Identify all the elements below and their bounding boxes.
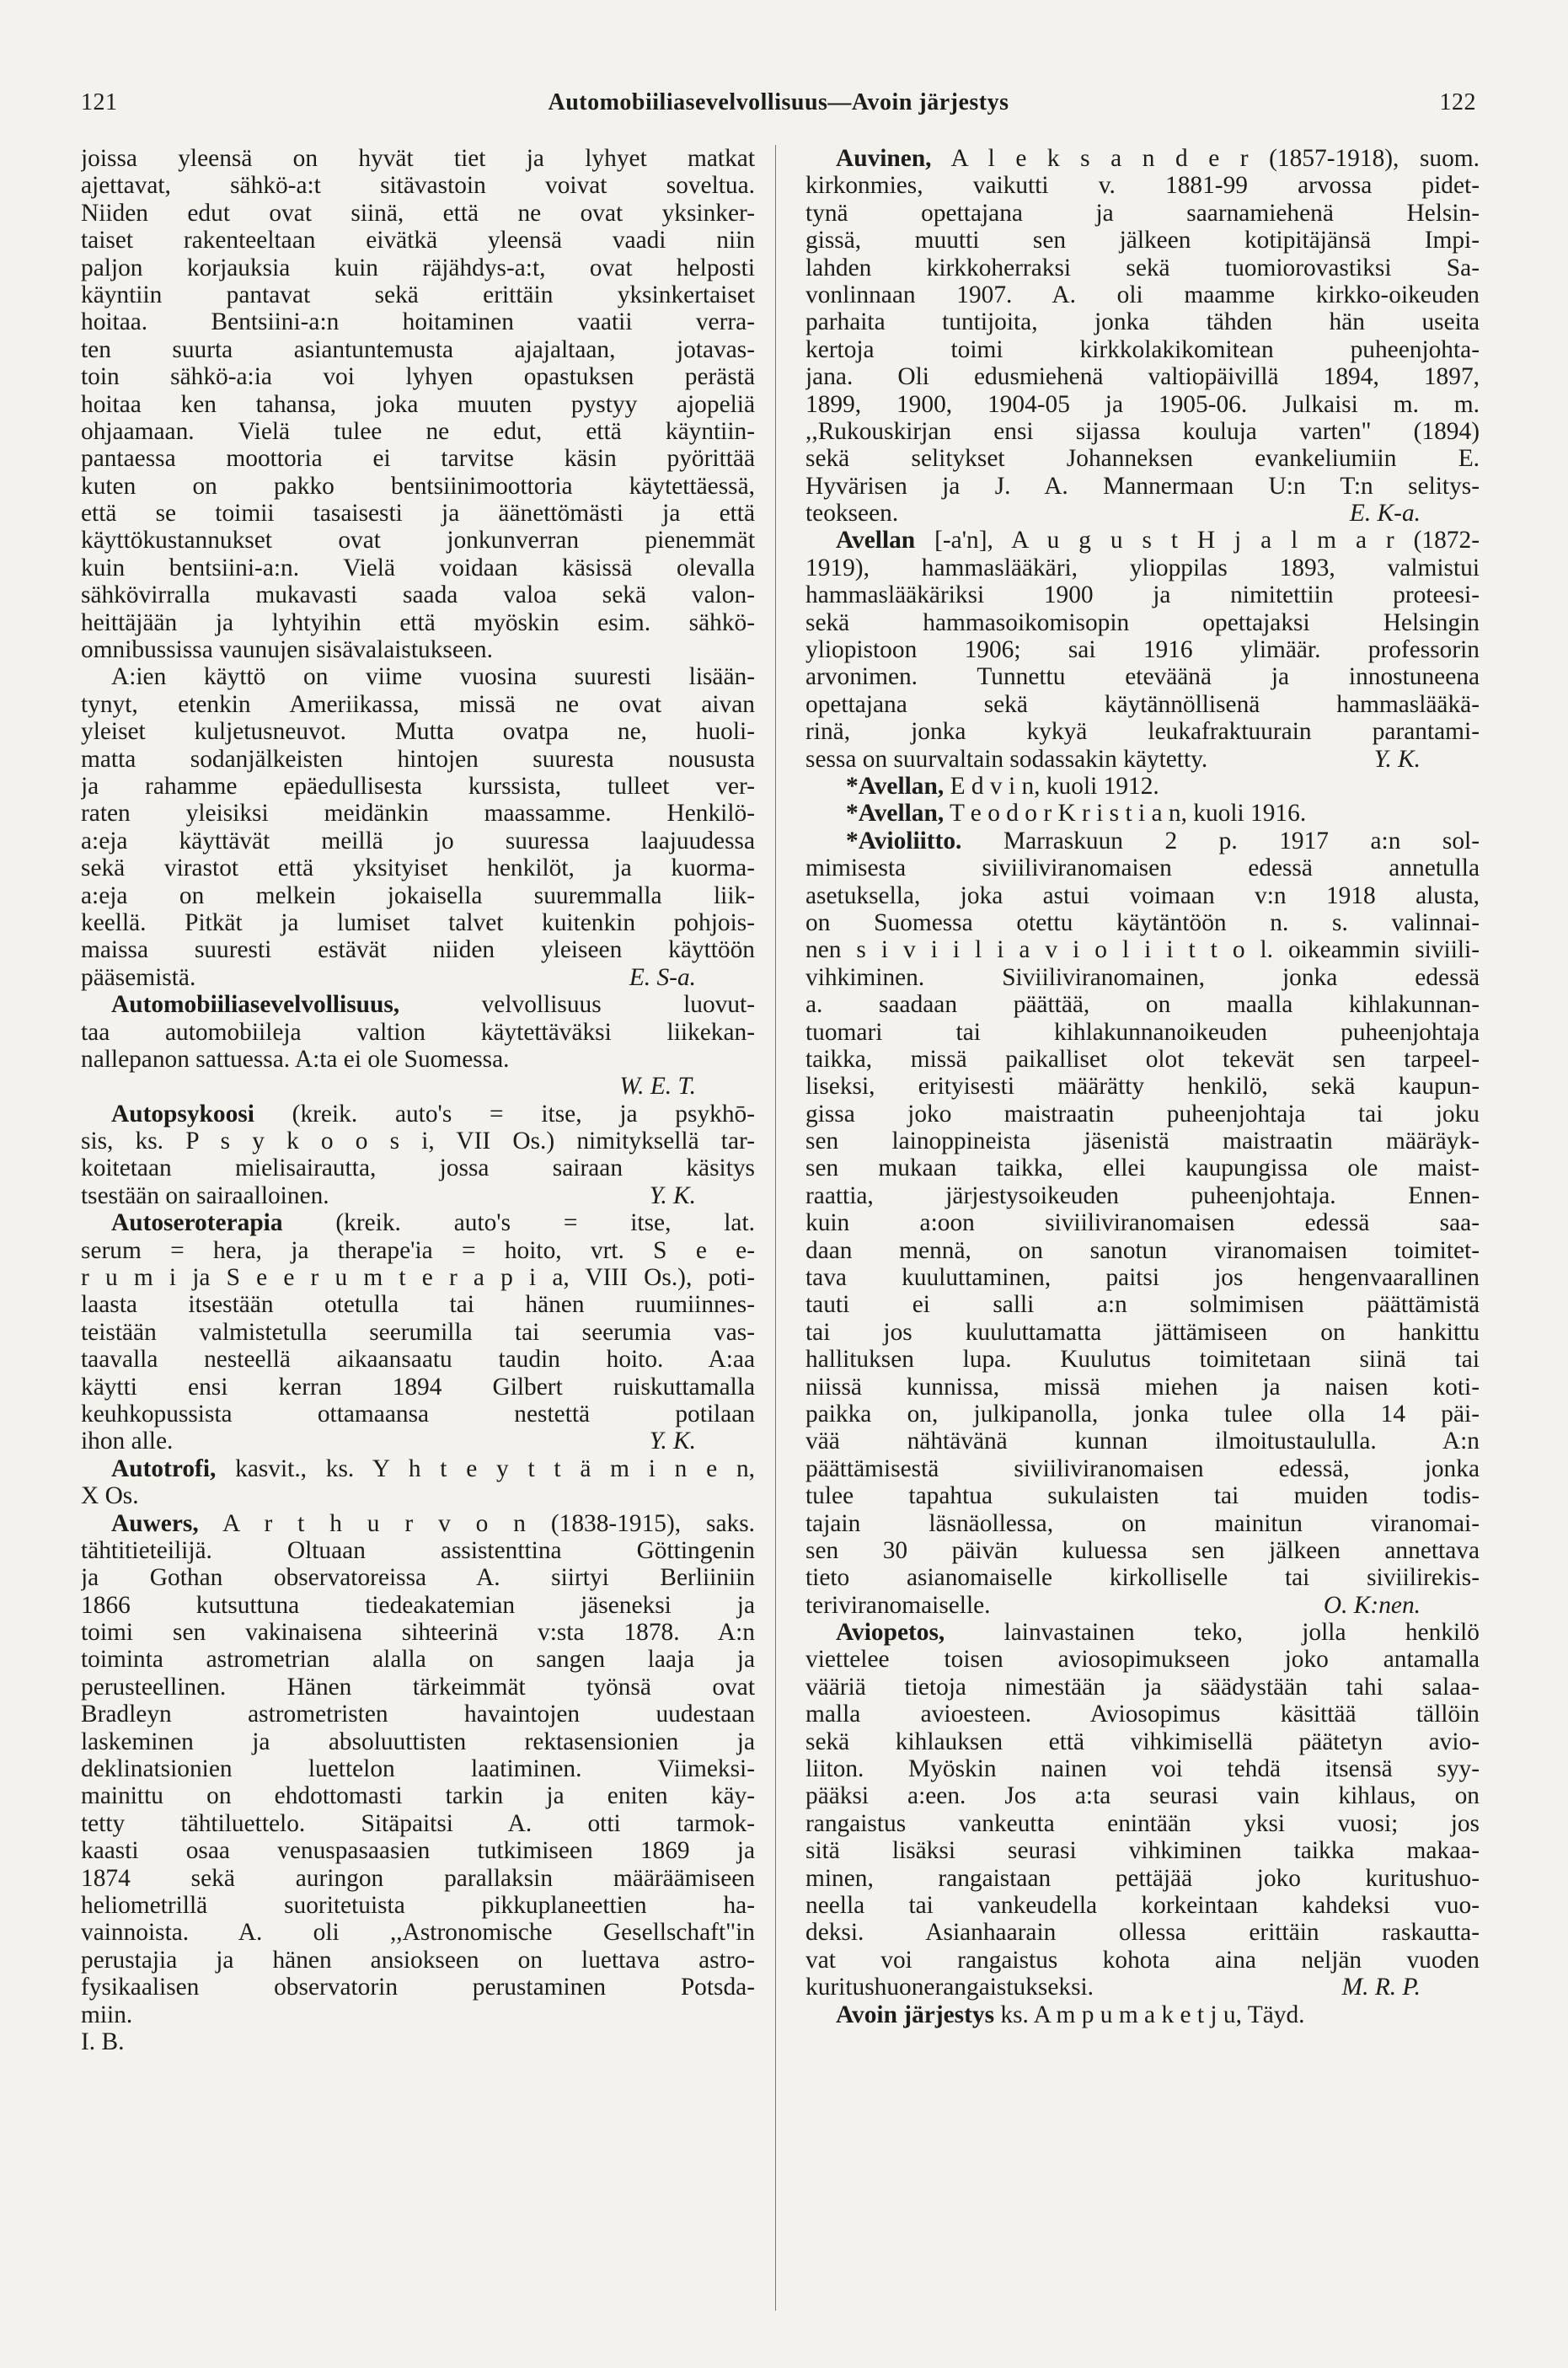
entry-headword: Autopsykoosi [111, 1100, 254, 1128]
text-line: asetuksella, joka astui voimaan v:n 1918 alusta, [805, 881, 1480, 909]
text-line: käytti ensi kerran 1894 Gilbert ruiskuttamalla [81, 1373, 755, 1401]
text-line: hammaslääkäriksi 1900 ja nimitettiin proteesi- [805, 581, 1480, 609]
text-fragment: teokseen. [805, 500, 899, 528]
text-line: ,,Rukouskirjan ensi sijassa kouluja varten" (1894) [805, 417, 1480, 445]
entry-headword: Avoin järjestys [836, 2001, 995, 2028]
text-line: taikka, missä paikalliset olot tekevät sen tarpeel- [805, 1045, 1480, 1073]
author-signature: E. K-a. [1349, 500, 1421, 528]
entry-headword: Autotrofi, [111, 1455, 217, 1482]
text-line: gissä, muutti sen jälkeen kotipitäjänsä Impi- [805, 227, 1480, 254]
entry-headword: Auvinen, [836, 145, 932, 172]
entry-headword: Automobiiliasevelvollisuus, [111, 991, 400, 1019]
text-line: taiset rakenteeltaan eivätkä yleensä vaadi niin [81, 227, 755, 254]
text-line: sen 30 päivän kuluessa sen jälkeen annettava [805, 1536, 1480, 1564]
text-line: kuin a:oon siviiliviranomaisen edessä saa- [805, 1209, 1480, 1237]
author-signature: E. S-a. [629, 963, 696, 991]
author-signature: M. R. P. [1341, 1974, 1421, 2001]
text-line: tieto asianomaiselle kirkolliselle tai siviilirekis- [805, 1564, 1480, 1592]
text-fragment: teriviranomaiselle. [805, 1591, 991, 1619]
author-signature: Y. K. [649, 1181, 696, 1209]
text-line: liiton. Myöskin nainen voi tehdä itsensä syy- [805, 1755, 1480, 1783]
entry-headword: Avellan [836, 527, 916, 554]
text-line: nen s i v i i l i a v i o l i i t t o l. oikeammin siviili- [805, 936, 1480, 964]
text-line: mainittu on ehdottomasti tarkin ja eniten käy- [81, 1782, 755, 1810]
text-line: yliopistoon 1906; sai 1916 ylimäär. professorin [805, 636, 1480, 664]
text-line: hoitaa ken tahansa, joka muuten pystyy ajopeliä [81, 390, 755, 418]
entry-first-line [81, 1209, 755, 1236]
text-line: sähkövirralla mukavasti saada valoa sekä valon- [81, 581, 755, 609]
text-line: a:eja on melkein jokaisella suuremmalla liik- [81, 881, 755, 909]
text-line: deksi. Asianhaarain ollessa erittäin raskautta- [805, 1919, 1480, 1947]
text-line: joissa yleensä on hyvät tiet ja lyhyet matkat [81, 145, 755, 172]
text-line: Bradleyn astrometristen havaintojen uudestaan [81, 1701, 755, 1728]
text-line: sekä hammasoikomisopin opettajaksi Helsingin [805, 608, 1480, 636]
text-line: sen mukaan taikka, ellei kaupungissa ole maist- [805, 1155, 1480, 1182]
text-line-signed [805, 500, 1480, 527]
text-line: miin. [81, 2001, 133, 2028]
text-line: taa automobiileja valtion käytettäväksi liikekan- [81, 1018, 755, 1046]
left-column [81, 145, 755, 2055]
text-line: ja Gothan observatoreissa A. siirtyi Berliiniin [81, 1564, 755, 1592]
text-line: liseksi, erityisesti määrätty henkilö, sekä kaupun- [805, 1073, 1480, 1101]
text-line: minen, rangaistaan pettäjää joko kuritushuo- [805, 1864, 1480, 1892]
text-line: koitetaan mielisairautta, jossa sairaan käsitys [81, 1155, 755, 1182]
text-line: kertoja toimi kirkkolakikomitean puheenjohta- [805, 335, 1480, 363]
text-fragment: E d v i n, kuoli 1912. [950, 772, 1159, 800]
text-line: maissa suuresti estävät niiden yleiseen käyttöön [81, 936, 755, 964]
text-line: toimi sen vakinaisena sihteerinä v:sta 1878. A:n [81, 1619, 755, 1647]
text-line: teistään valmistetulla seerumilla tai seerumia vas- [81, 1318, 755, 1346]
text-line: tava kuuluttaminen, paitsi jos hengenvaarallinen [805, 1264, 1480, 1292]
text-fragment: (kreik. auto's = itse, ja psykhō- [292, 1100, 755, 1128]
author-signature: Y. K. [649, 1428, 696, 1455]
entry-first-line [81, 1510, 755, 1537]
text-line-signed [805, 746, 1480, 773]
text-line: sitä lisäksi seurasi vihkiminen taikka makaa- [805, 1837, 1480, 1865]
text-fragment: sessa on suurvaltain sodassakin käytetty. [805, 745, 1208, 773]
text-line: heliometrillä suoritetuista pikkuplaneettien ha- [81, 1892, 755, 1919]
text-line: paljon korjauksia kuin räjähdys-a:t, ovat helposti [81, 254, 755, 281]
text-line: tajain läsnäollessa, on mainitun viranomai- [805, 1509, 1480, 1537]
entry-headword: Aviopetos, [836, 1619, 945, 1647]
text-line: niissä kunnissa, missä miehen ja naisen koti- [805, 1373, 1480, 1401]
text-line: sekä selitykset Johanneksen evankeliumiin E. [805, 445, 1480, 473]
page-number-right: 122 [1439, 89, 1476, 115]
text-line-signed [805, 1592, 1480, 1619]
text-line: perusteellinen. Hänen tärkeimmät työnsä ovat [81, 1673, 755, 1701]
text-line: mimisesta siviiliviranomaisen edessä annetulla [805, 855, 1480, 882]
text-line-signed [805, 1974, 1480, 2001]
text-line: arvonimen. Tunnettu eteväänä ja innostuneena [805, 663, 1480, 691]
text-line: vonlinnaan 1907. A. oli maamme kirkko-oikeuden [805, 281, 1480, 308]
text-line: neella tai vankeudella korkeintaan kahdeksi vuo- [805, 1892, 1480, 1919]
text-line: hallituksen lupa. Kuulutus toimitetaan siinä tai [805, 1346, 1480, 1374]
text-line: 1866 kutsuttuna tiedeakatemian jäseneksi ja [81, 1591, 755, 1619]
text-line: keellä. Pitkät ja lumiset talvet kuitenkin pohjois- [81, 908, 755, 936]
text-line: 1919), hammaslääkäri, ylioppilas 1893, valmistui [805, 554, 1480, 581]
text-line: keuhkopussista ottamaansa nestettä potilaan [81, 1400, 755, 1428]
text-line: tähtitieteilijä. Oltuaan assistenttina Göttingenin [81, 1536, 755, 1564]
text-line: deklinatsionien luettelon laatiminen. Viimeksi- [81, 1755, 755, 1783]
text-line: raten yleisiksi meidänkin maassamme. Henkilö- [81, 800, 755, 828]
text-line: hoitaa. Bentsiini-a:n hoitaminen vaatii verra- [81, 308, 755, 336]
text-fragment: (kreik. auto's = itse, lat. [335, 1209, 755, 1237]
text-line: gissa joko maistraatin puheenjohtaja tai joku [805, 1100, 1480, 1128]
text-line: pantaessa moottoria ei tarvitse käsin pyörittää [81, 445, 755, 473]
text-fragment: pääsemistä. [81, 963, 196, 991]
text-line: pääksi a:een. Jos a:ta seurasi vain kihlaus, on [805, 1782, 1480, 1810]
entry-headword: *Avioliitto. [846, 827, 962, 855]
text-fragment: lainvastainen teko, jolla henkilö [1003, 1619, 1480, 1647]
column-divider [775, 145, 776, 2311]
text-fragment: A r t h u r v o n (1838-1915), saks. [222, 1509, 755, 1537]
text-line: raattia, järjestysoikeuden puheenjohtaja. Ennen- [805, 1181, 1480, 1209]
right-column [805, 145, 1480, 2028]
text-line: vainnoista. A. oli ,,Astronomische Gesellschaft"in [81, 1919, 755, 1947]
text-line: vat voi rangaistus kohota aina neljän vuoden [805, 1946, 1480, 1974]
text-fragment: ihon alle. [81, 1428, 174, 1455]
text-fragment: ks. A m p u m a k e t j u, Täyd. [1000, 2001, 1305, 2028]
text-line: vääriä tietoja nimestään ja säädystään tahi salaa- [805, 1673, 1480, 1701]
text-fragment: tsestään on sairaalloinen. [81, 1181, 329, 1209]
text-line: yleiset kuljetusneuvot. Mutta ovatpa ne, huoli- [81, 718, 755, 746]
text-line: ohjaamaan. Vielä tulee ne edut, että käyntiin- [81, 417, 755, 445]
text-line: rangaistus vankeutta enintään yksi vuosi; jos [805, 1809, 1480, 1837]
text-line: laasta itsestään otetulla tai hänen ruumiinnes- [81, 1291, 755, 1319]
text-line: paikka on, julkipanolla, jonka tulee olla 14 päi- [805, 1400, 1480, 1428]
author-signature: W. E. T. [619, 1073, 696, 1101]
text-line: kirkonmies, vaikutti v. 1881-99 arvossa pidet- [805, 172, 1480, 200]
text-line: tetty tähtiluettelo. Sitäpaitsi A. otti tarmok- [81, 1809, 755, 1837]
text-line-signed [81, 1182, 755, 1209]
text-fragment: I. B. [81, 2028, 125, 2055]
entry-first-line [81, 1101, 755, 1128]
text-line: tulee tapahtua sukulaisten tai muiden todis- [805, 1482, 1480, 1510]
text-line: vää nähtävänä kunnan ilmoitustaululla. A:n [805, 1428, 1480, 1455]
text-line: Niiden edut ovat siinä, että ne ovat yksinker- [81, 199, 755, 227]
author-signature: O. K:nen. [1323, 1591, 1421, 1619]
entry-first-line [805, 828, 1480, 855]
text-line: sekä kihlauksen että vihkimisellä päätetyn avio- [805, 1728, 1480, 1755]
running-title: Automobiiliasevelvollisuus—Avoin järjestys [548, 89, 1009, 115]
text-line: rinä, jonka kykyä leukafraktuurain parantami- [805, 718, 1480, 746]
text-line: tynä opettajana ja saarnamiehenä Helsin- [805, 199, 1480, 227]
text-line: tuomari tai kihlakunnanoikeuden puheenjohtaja [805, 1018, 1480, 1046]
entry-first-line [805, 145, 1480, 172]
text-line: laskeminen ja absoluuttisten rektasensionien ja [81, 1728, 755, 1755]
text-line: sis, ks. P s y k o o s i, VII Os.) nimityksellä tar- [81, 1128, 755, 1155]
text-line: käyttökustannukset ovat jonkunverran pienemmät [81, 527, 755, 554]
entry-headword: Auwers, [111, 1509, 199, 1537]
text-fragment: velvollisuus luovut- [481, 991, 755, 1019]
text-line: että se toimii tasaisesti ja äänettömästi ja että [81, 500, 755, 528]
text-line: parhaita tuntijoita, jonka tähden hän useita [805, 308, 1480, 336]
text-line: kuin bentsiini-a:n. Vielä voidaan käsissä olevalla [81, 554, 755, 581]
text-line: ja rahamme epäedullisesta kurssista, tulleet ver- [81, 772, 755, 800]
text-line-signed [81, 964, 755, 991]
entry-first-line [805, 1619, 1480, 1646]
text-fragment: [-a'n], A u g u s t H j a l m a r (1872- [934, 527, 1480, 554]
text-line: taavalla nesteellä aikaansaatu taudin hoito. A:aa [81, 1346, 755, 1374]
text-line: opettajana sekä käytännöllisenä hammaslääkä- [805, 690, 1480, 718]
entry-first-line [805, 2001, 1480, 2028]
text-line: kaasti osaa venuspasaasien tutkimiseen 1869 ja [81, 1837, 755, 1865]
entry-first-line [81, 991, 755, 1018]
entry-first-line [805, 800, 1480, 827]
text-line: tai jos kuuluttamatta jättämiseen on hankittu [805, 1318, 1480, 1346]
text-line: toin sähkö-a:ia voi lyhyen opastuksen perästä [81, 363, 755, 391]
text-line: sen lainoppineista jäsenistä maistraatin määräyk- [805, 1128, 1480, 1155]
author-signature [696, 2028, 755, 2055]
text-line: A:ien käyttö on viime vuosina suuresti lisään- [111, 663, 755, 691]
text-line: perustajia ja hänen ansiokseen on luettava astro- [81, 1946, 755, 1974]
text-line: sekä virastot että yksityiset henkilöt, ja kuorma- [81, 855, 755, 882]
text-line: päättämisestä siviiliviranomaisen edessä, jonka [805, 1455, 1480, 1482]
text-line: r u m i ja S e e r u m t e r a p i a, VIII Os.), poti- [81, 1264, 755, 1292]
text-line: viettelee toisen aviosopimukseen joko antamalla [805, 1646, 1480, 1674]
text-line: a:eja käyttävät meillä jo suuressa laajuudessa [81, 827, 755, 855]
text-line: tynyt, etenkin Ameriikassa, missä ne ovat aivan [81, 690, 755, 718]
text-line: malla avioesteen. Aviosopimus käsittää tällöin [805, 1701, 1480, 1728]
text-line: tauti ei salli a:n solmimisen päättämistä [805, 1291, 1480, 1319]
text-line: käyntiin pantavat sekä erittäin yksinkertaiset [81, 281, 755, 308]
text-line: omnibussissa vaunujen sisävalaistukseen. [81, 636, 493, 664]
text-line: a. saadaan päättää, on maalla kihlakunnan- [805, 991, 1480, 1019]
text-line: heittäjään ja lyhtyihin että myöskin esim. sähkö- [81, 608, 755, 636]
page-number-left: 121 [81, 89, 118, 115]
entry-headword: *Avellan, [846, 800, 945, 828]
author-signature: Y. K. [1373, 745, 1421, 773]
text-line: lahden kirkkoherraksi sekä tuomiorovastiksi Sa- [805, 254, 1480, 281]
text-line: daan mennä, on sanotun viranomaisen toimitet- [805, 1236, 1480, 1264]
text-line: matta sodanjälkeisten hintojen suuresta noususta [81, 745, 755, 773]
text-line: Hyvärisen ja J. A. Mannermaan U:n T:n selitys- [805, 472, 1480, 500]
page-header [81, 89, 1476, 123]
text-line: 1874 sekä auringon parallaksin määräämiseen [81, 1864, 755, 1892]
text-fragment: kasvit., ks. Y h t e y t t ä m i n e n, [235, 1455, 755, 1482]
text-fragment: A l e k s a n d e r (1857-1918), suom. [950, 145, 1480, 172]
text-line: kuten on pakko bentsiinimoottoria käytettäessä, [81, 472, 755, 500]
text-line: X Os. [81, 1482, 139, 1510]
text-line: ajettavat, sähkö-a:t sitävastoin voivat soveltua. [81, 172, 755, 200]
text-fragment: Marraskuun 2 p. 1917 a:n sol- [1003, 827, 1480, 855]
entry-headword: *Avellan, [846, 772, 945, 800]
entry-first-line [805, 773, 1480, 800]
text-fragment: T e o d o r K r i s t i a n, kuoli 1916. [950, 800, 1307, 828]
text-line: vihkiminen. Siviiliviranomainen, jonka edessä [805, 963, 1480, 991]
text-line-signed [81, 2028, 755, 2055]
text-line-signed [81, 1428, 755, 1455]
text-line: on Suomessa otettu käytäntöön n. s. valinnai- [805, 908, 1480, 936]
entry-headword: Autoseroterapia [111, 1209, 283, 1237]
text-line: 1899, 1900, 1904-05 ja 1905-06. Julkaisi m. m. [805, 390, 1480, 418]
text-fragment: kuritushuonerangaistukseksi. [805, 1974, 1094, 2001]
text-line: ten suurta asiantuntemusta ajajaltaan, jotavas- [81, 335, 755, 363]
entry-first-line [805, 527, 1480, 554]
text-line: fysikaalisen observatorin perustaminen Potsda- [81, 1974, 755, 2001]
text-line: serum = hera, ja therape'ia = hoito, vrt. S e e- [81, 1236, 755, 1264]
text-line: jana. Oli edusmiehenä valtiopäivillä 1894, 1897, [805, 363, 1480, 391]
text-line: toiminta astrometrian alalla on sangen laaja ja [81, 1646, 755, 1674]
text-line: nallepanon sattuessa. A:ta ei ole Suomessa. [81, 1045, 510, 1073]
entry-first-line [81, 1455, 755, 1482]
